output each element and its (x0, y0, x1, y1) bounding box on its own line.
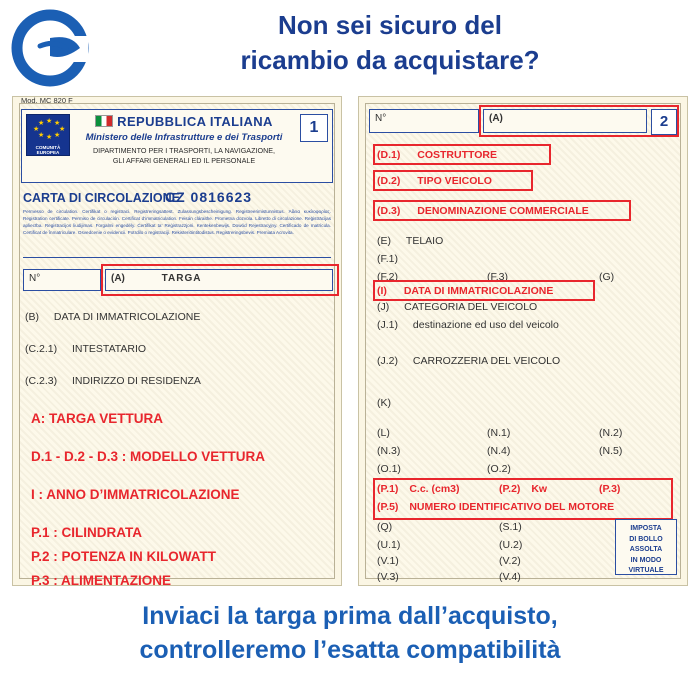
field-row-d3 (377, 205, 589, 217)
legend-item-p1: P.1 : CILINDRATA (31, 525, 143, 540)
field-row-j2 (377, 355, 560, 367)
field-label-d1: COSTRUTTORE (417, 149, 497, 161)
department-lines (74, 146, 294, 165)
legend-item-a: A: TARGA VETTURA (31, 411, 163, 426)
card-number: CZ 0816623 (165, 189, 253, 205)
field-row-j1 (377, 319, 559, 331)
field-row-v1 (377, 555, 399, 567)
field-code-j1: (J.1) (377, 319, 398, 331)
republic-title: REPUBBLICA ITALIANA (117, 114, 273, 129)
field-label-j2: CARROZZERIA DEL VEICOLO (412, 355, 561, 367)
field-label-p1: C.c. (cm3) (409, 483, 460, 495)
mod-label: Mod. MC 820 F (21, 96, 73, 105)
field-code-e: (E) (377, 235, 391, 247)
field-row-f3 (487, 271, 508, 283)
field-code-c23: (C.2.3) (25, 375, 58, 387)
field-code-i: (I) (377, 285, 387, 297)
field-row-c23 (25, 375, 201, 387)
field-row-j (377, 301, 537, 313)
field-row-p1 (377, 483, 460, 495)
field-code-n3: (N.3) (377, 445, 401, 457)
field-code-v2: (V.2) (499, 555, 521, 567)
field-code-o2: (O.2) (487, 463, 511, 475)
field-label-j1: destinazione ed uso del veicolo (412, 319, 559, 331)
plate-number-field: N° (23, 269, 101, 291)
field-code-u2: (U.2) (499, 539, 523, 551)
field-row-k (377, 397, 391, 409)
vehicle-registration-page-2 (358, 96, 688, 586)
divider-1 (23, 257, 331, 258)
eu-flag-label: COMUNITÀ EUROPEA (35, 145, 61, 156)
field-row-n5 (599, 445, 622, 457)
field-row-u1 (377, 539, 400, 551)
field-label-c21: INTESTATARIO (72, 343, 147, 355)
field-row-v2 (499, 555, 521, 567)
field-label-e: TELAIO (405, 235, 444, 247)
field-row-n2 (599, 427, 622, 439)
field-row-n4 (487, 445, 510, 457)
field-row-f2 (377, 271, 398, 283)
field-code-p5: (P.5) (377, 501, 399, 513)
field-label-b: DATA DI IMMATRICOLAZIONE (53, 311, 201, 323)
ministry-name: Ministero delle Infrastrutture e dei Trasporti (85, 132, 283, 143)
field-row-p2 (499, 483, 547, 495)
field-code-p3: (P.3) (599, 483, 621, 495)
plate-a-field (105, 269, 333, 291)
field-row-g (599, 271, 614, 283)
field-row-q (377, 521, 392, 533)
footer-line-2: controlleremo l’esatta compatibilità (139, 635, 561, 664)
page-1-header-block (21, 109, 333, 183)
page-headline (90, 8, 690, 78)
field-code-u1: (U.1) (377, 539, 401, 551)
headline-line-2: ricambio da acquistare? (240, 45, 540, 76)
microtext-block: Permesso de circulation. Certifikat o registraci. Registreringsattest. Zulassungsbescheinigung. Registreerimistunnistus. Άδεια κυκλοφορίας. Registration certificate. Permiso de circulación. Certificat d’immatriculation. Feisán cláraithe. Prometna dozvola. Libretto di circolazione. Reģistrācijas apliecība. Registracijos liudijimas. Forgalmi engedély. Ċertifikat ta’ Reġistrazzjoni. Kentekenbewijs. Dowód Rejestracyjny. Certificado de matrícula. Certificat de înmatriculare. Osvedcenie o evidencii. Potrdilo o registraciji. Rekisteriöintitodistus. Registreringsbevis. Premiata Acrovita. (23, 209, 331, 235)
field-code-n4: (N.4) (487, 445, 511, 457)
vehicle-registration-page-1 (12, 96, 342, 586)
field-row-l (377, 427, 390, 439)
legend-item-i: I : ANNO D’IMMATRICOLAZIONE (31, 487, 240, 502)
legend-item-d: D.1 - D.2 - D.3 : MODELLO VETTURA (31, 449, 266, 464)
field-label-j: CATEGORIA DEL VEICOLO (404, 301, 538, 313)
field-code-v1: (V.1) (377, 555, 399, 567)
department-line-2: GLI AFFARI GENERALI ED IL PERSONALE (112, 155, 256, 165)
headline-line-1: Non sei sicuro del (278, 10, 502, 40)
field-code-n1: (N.1) (487, 427, 511, 439)
page-footer (0, 600, 700, 668)
field-code-s1: (S.1) (499, 521, 522, 533)
field-code-a: (A) (111, 273, 125, 284)
field-label-d2: TIPO VEICOLO (417, 175, 492, 187)
field-code-f3: (F.3) (487, 271, 508, 283)
legend-item-p2: P.2 : POTENZA IN KILOWATT (31, 549, 217, 564)
field-label-i: DATA DI IMMATRICOLAZIONE (403, 285, 554, 297)
field-code-p2: (P.2) (499, 483, 521, 495)
field-code-n2: (N.2) (599, 427, 623, 439)
field-code-k: (K) (377, 397, 391, 409)
company-logo (10, 8, 90, 88)
field-row-s1 (499, 521, 522, 533)
field-label-p5: NUMERO IDENTIFICATIVO DEL MOTORE (409, 501, 615, 513)
page-number-badge-2: 2 (651, 109, 677, 135)
field-code-f2: (F.2) (377, 271, 398, 283)
field-label-d3: DENOMINAZIONE COMMERCIALE (417, 205, 589, 217)
field-row-b (25, 311, 200, 323)
field-code-d2: (D.2) (377, 175, 401, 187)
field-row-u2 (499, 539, 522, 551)
field-row-n3 (377, 445, 400, 457)
legend-item-p3: P.3 : ALIMENTAZIONE (31, 573, 172, 586)
field-label-p2: Kw (531, 483, 548, 495)
field-row-c21 (25, 343, 146, 355)
field-row-o2 (487, 463, 511, 475)
page-number-badge-1: 1 (300, 114, 328, 142)
field-code-v3: (V.3) (377, 571, 399, 583)
eu-flag-icon (26, 114, 70, 156)
field-row-n1 (487, 427, 510, 439)
field-code-j: (J) (377, 301, 390, 313)
field-label-c23: INDIRIZZO DI RESIDENZA (72, 375, 201, 387)
republic-title-row (74, 114, 294, 129)
field-code-n5: (N.5) (599, 445, 623, 457)
field-row-d2 (377, 175, 492, 187)
field-row-d1 (377, 149, 497, 161)
field-row-v4 (499, 571, 521, 583)
card-title: CARTA DI CIRCOLAZIONE (23, 191, 180, 205)
footer-line-1: Inviaci la targa prima dall’acquisto, (142, 602, 558, 630)
field-code-v4: (V.4) (499, 571, 521, 583)
stamp-box: IMPOSTA DI BOLLO ASSOLTA IN MODO VIRTUALE (615, 519, 677, 575)
field-value-targa: TARGA (161, 273, 202, 284)
department-line-1: DIPARTIMENTO PER I TRASPORTI, LA NAVIGAZIONE, (92, 146, 276, 155)
page-2-number-field: N° (369, 109, 479, 133)
field-row-f1 (377, 253, 398, 265)
field-row-i (377, 285, 553, 297)
field-row-p5 (377, 501, 614, 513)
field-row-e (377, 235, 443, 247)
field-code-f1: (F.1) (377, 253, 398, 265)
field-code-l: (L) (377, 427, 390, 439)
field-code-o1: (O.1) (377, 463, 401, 475)
field-row-v3 (377, 571, 399, 583)
field-code-c21: (C.2.1) (25, 343, 58, 355)
field-row-p3 (599, 483, 620, 495)
eu-stars: ★ ★ ★ ★ ★ ★ ★ ★ (33, 118, 66, 141)
field-code-q: (Q) (377, 521, 393, 533)
field-code-j2: (J.2) (377, 355, 398, 367)
field-row-o1 (377, 463, 401, 475)
italy-flag-icon (95, 115, 113, 127)
field-code-d3: (D.3) (377, 205, 401, 217)
field-code-g: (G) (599, 271, 615, 283)
field-code-d1: (D.1) (377, 149, 401, 161)
field-code-b: (B) (25, 311, 39, 323)
page-2-a-field: (A) (483, 109, 647, 133)
field-code-p1: (P.1) (377, 483, 399, 495)
